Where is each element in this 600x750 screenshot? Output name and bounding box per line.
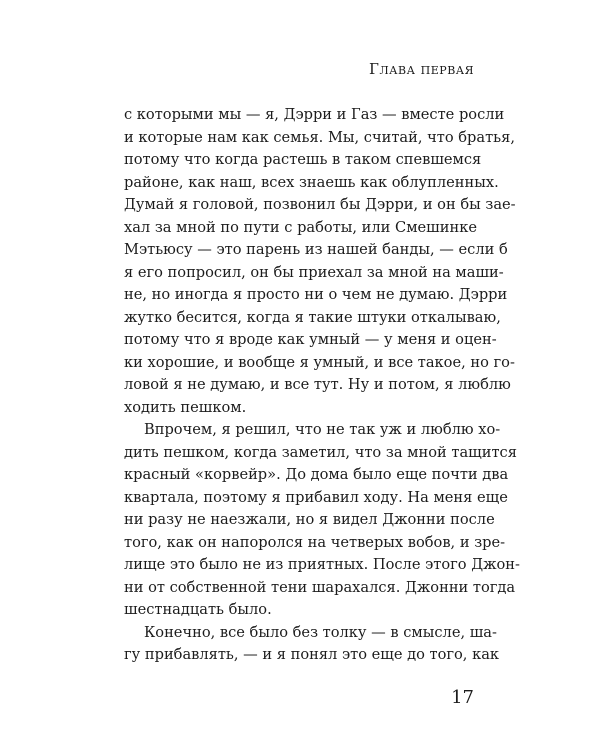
text-line: Конечно, все было без толку — в смысле, ша- <box>144 623 497 641</box>
text-line: не, но иногда я просто ни о чем не думаю. Дэрри <box>124 286 508 303</box>
text-line: шестнадцать было. <box>124 601 272 618</box>
body-text <box>124 104 520 667</box>
text-line: ни разу не наезжали, но я видел Джонни после <box>124 511 495 528</box>
text-line: жутко бесится, когда я такие штуки откалываю, <box>124 308 501 326</box>
text-line: ки хорошие, и вообще я умный, и все такое, но го- <box>124 353 515 371</box>
text-line: ловой я не думаю, и все тут. Ну и потом, я люблю <box>124 376 511 393</box>
text-line: с которыми мы — я, Дэрри и Газ — вместе росли <box>124 106 505 123</box>
text-line: того, как он напоролся на четверых вобов, и зре- <box>124 533 506 551</box>
page-number: 17 <box>451 687 474 708</box>
text-line: я его попросил, он бы приехал за мной на маши- <box>124 263 504 281</box>
text-line: Думай я головой, позвонил бы Дэрри, и он бы зае- <box>124 196 516 213</box>
running-head: Глава первая <box>369 60 474 78</box>
text-line: хал за мной по пути с работы, или Смешинке <box>124 218 477 236</box>
text-line: Мэтьюсу — это парень из нашей банды, — если б <box>124 241 508 258</box>
text-line: районе, как наш, всех знаешь как облупленных. <box>124 173 499 191</box>
text-line: потому что когда растешь в таком спевшемся <box>124 151 482 168</box>
text-line: ни от собственной тени шарахался. Джонни тогда <box>124 578 516 596</box>
text-line: дить пешком, когда заметил, что за мной тащится <box>124 443 517 461</box>
text-line: ходить пешком. <box>124 398 247 416</box>
text-line: потому что я вроде как умный — у меня и оцен- <box>124 331 497 348</box>
text-line: и которые нам как семья. Мы, считай, что братья, <box>124 128 515 146</box>
text-line: квартала, поэтому я прибавил ходу. На меня еще <box>124 488 508 506</box>
text-line: красный «корвейр». До дома было еще почти два <box>124 466 509 483</box>
text-line: гу прибавлять, — и я понял это еще до того, как <box>124 646 500 663</box>
text-line: Впрочем, я решил, что не так уж и люблю хо- <box>144 421 501 438</box>
text-line: лище это было не из приятных. После этого Джон- <box>124 556 520 573</box>
